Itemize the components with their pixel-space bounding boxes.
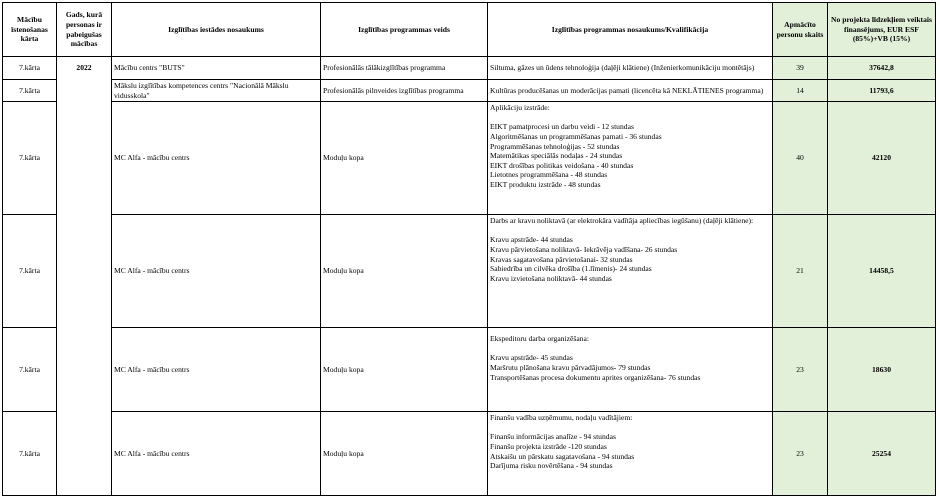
table-row xyxy=(3,328,936,412)
round-cell: 7.kārta xyxy=(3,215,57,328)
module-line: Kravu pārvietošana noliktavā- Iekrāvēja vadīšana- 26 stundas xyxy=(490,244,678,254)
table-row xyxy=(3,215,936,328)
header-year: Gads, kurā personas ir pabeigušas mācības xyxy=(57,3,112,57)
funding-cell: 37642,8 xyxy=(828,57,936,80)
header-row xyxy=(3,3,936,57)
year-cell: 2022 xyxy=(57,57,112,496)
round-cell: 7.kārta xyxy=(3,328,57,412)
program-type-cell: Moduļu kopa xyxy=(321,328,488,412)
funding-cell: 25254 xyxy=(828,412,936,496)
module-line: Kravas sagatavošana pārvietošanai- 32 stundas xyxy=(490,254,633,264)
persons-cell: 23 xyxy=(773,328,828,412)
module-line: Darbs ar kravu noliktavā (ar elektrokāra vadītāja apliecības iegūšanu) (daļēji klātiene): xyxy=(490,216,754,226)
program-name-cell: Siltuma, gāzes un ūdens tehnoloģija (daļēji klātiene) (Inženierkomunikāciju montētājs) xyxy=(488,57,773,80)
program-type-cell: Profesionālās pilnveides izglītības programma xyxy=(321,80,488,102)
program-type-cell: Profesionālās tālākizglītības programma xyxy=(321,57,488,80)
table-row xyxy=(3,412,936,496)
round-cell: 7.kārta xyxy=(3,412,57,496)
module-line: EIKT produktu izstrāde - 48 stundas xyxy=(490,179,601,189)
header-round: Mācību īstenošanas kārta xyxy=(3,3,57,57)
program-type-cell: Moduļu kopa xyxy=(321,215,488,328)
module-line: Atskaišu un pārskatu sagatavošana - 94 stundas xyxy=(490,451,635,461)
funding-cell: 42120 xyxy=(828,102,936,215)
table-row xyxy=(3,102,936,215)
module-line: Darījuma risku novērtēšana - 94 stundas xyxy=(490,461,613,471)
module-line: Maršrutu plānošana kravu pārvadājumos- 79 stundas xyxy=(490,362,651,372)
module-line: Matemātikas speciālās nodaļas - 24 stundas xyxy=(490,151,623,161)
module-line: Transportēšanas procesa dokumentu aprites organizēšana- 76 stundas xyxy=(490,372,701,382)
header-program-type: Izglītības programmas veids xyxy=(321,3,488,57)
program-modules-cell xyxy=(488,328,773,412)
funding-cell: 18630 xyxy=(828,328,936,412)
header-funding: No projekta līdzekļiem veiktais finansējums, EUR ESF (85%)+VB (15%) xyxy=(828,3,936,57)
module-line: Kravu izvietošana noliktavā- 44 stundas xyxy=(490,273,612,283)
module-line: Ekspeditoru darba organizēšana: xyxy=(490,334,589,344)
institution-cell: MC Alfa - mācību centrs xyxy=(112,328,321,412)
funding-cell: 14458,5 xyxy=(828,215,936,328)
module-line xyxy=(490,423,770,433)
institution-cell: Mākslu izglītības kompetences centrs "Nacionālā Mākslu vidusskola" xyxy=(112,80,321,102)
institution-cell: MC Alfa - mācību centrs xyxy=(112,102,321,215)
header-persons: Apmācīto personu skaits xyxy=(773,3,828,57)
institution-cell: MC Alfa - mācību centrs xyxy=(112,412,321,496)
table-row xyxy=(3,57,936,80)
programs-table xyxy=(2,2,936,496)
module-line: Kravu apstrāde- 44 stundas xyxy=(490,235,573,245)
program-modules-cell xyxy=(488,102,773,215)
module-line: EIKT drošības politikas veidošana - 40 stundas xyxy=(490,160,634,170)
persons-cell: 23 xyxy=(773,412,828,496)
program-modules-cell xyxy=(488,412,773,496)
header-institution: Izglītības iestādes nosaukums xyxy=(112,3,321,57)
institution-cell: Mācību centrs "BUTS" xyxy=(112,57,321,80)
module-line: Algoritmēšanas un programmēšanas pamati - 36 stundas xyxy=(490,131,662,141)
institution-cell: MC Alfa - mācību centrs xyxy=(112,215,321,328)
program-modules-cell xyxy=(488,215,773,328)
persons-cell: 39 xyxy=(773,57,828,80)
module-line: Finanšu informācijas analīze - 94 stundas xyxy=(490,432,616,442)
table-row xyxy=(3,80,936,102)
program-name-cell: Kultūras producēšanas un moderācijas pamati (licencēta kā NEKLĀTIENES programma) xyxy=(488,80,773,102)
module-line: Finanšu projekta izstrāde -120 stundas xyxy=(490,441,607,451)
funding-cell: 11793,6 xyxy=(828,80,936,102)
module-line xyxy=(490,113,770,123)
module-line: Programmēšanas tehnoloģijas - 52 stundas xyxy=(490,141,620,151)
module-line: Aplikāciju izstrāde: xyxy=(490,103,550,113)
persons-cell: 14 xyxy=(773,80,828,102)
round-cell: 7.kārta xyxy=(3,57,57,80)
module-line: Finanšu vadība uzņēmumu, nodaļu vadītājiem: xyxy=(490,413,633,423)
module-line: EIKT pamatprocesi un darbu veidi - 12 stundas xyxy=(490,122,634,132)
round-cell: 7.kārta xyxy=(3,80,57,102)
round-cell: 7.kārta xyxy=(3,102,57,215)
header-program-name: Izglītības programmas nosaukums/Kvalifikācija xyxy=(488,3,773,57)
module-line xyxy=(490,344,770,354)
module-line xyxy=(490,226,770,236)
module-line: Kravu apstrāde- 45 stundas xyxy=(490,353,573,363)
module-line: Lietotnes programmēšana - 48 stundas xyxy=(490,170,608,180)
program-type-cell: Moduļu kopa xyxy=(321,102,488,215)
program-type-cell: Moduļu kopa xyxy=(321,412,488,496)
persons-cell: 40 xyxy=(773,102,828,215)
persons-cell: 21 xyxy=(773,215,828,328)
module-line: Sabiedrība un cilvēka drošība (1.līmenis)- 24 stundas xyxy=(490,264,652,274)
